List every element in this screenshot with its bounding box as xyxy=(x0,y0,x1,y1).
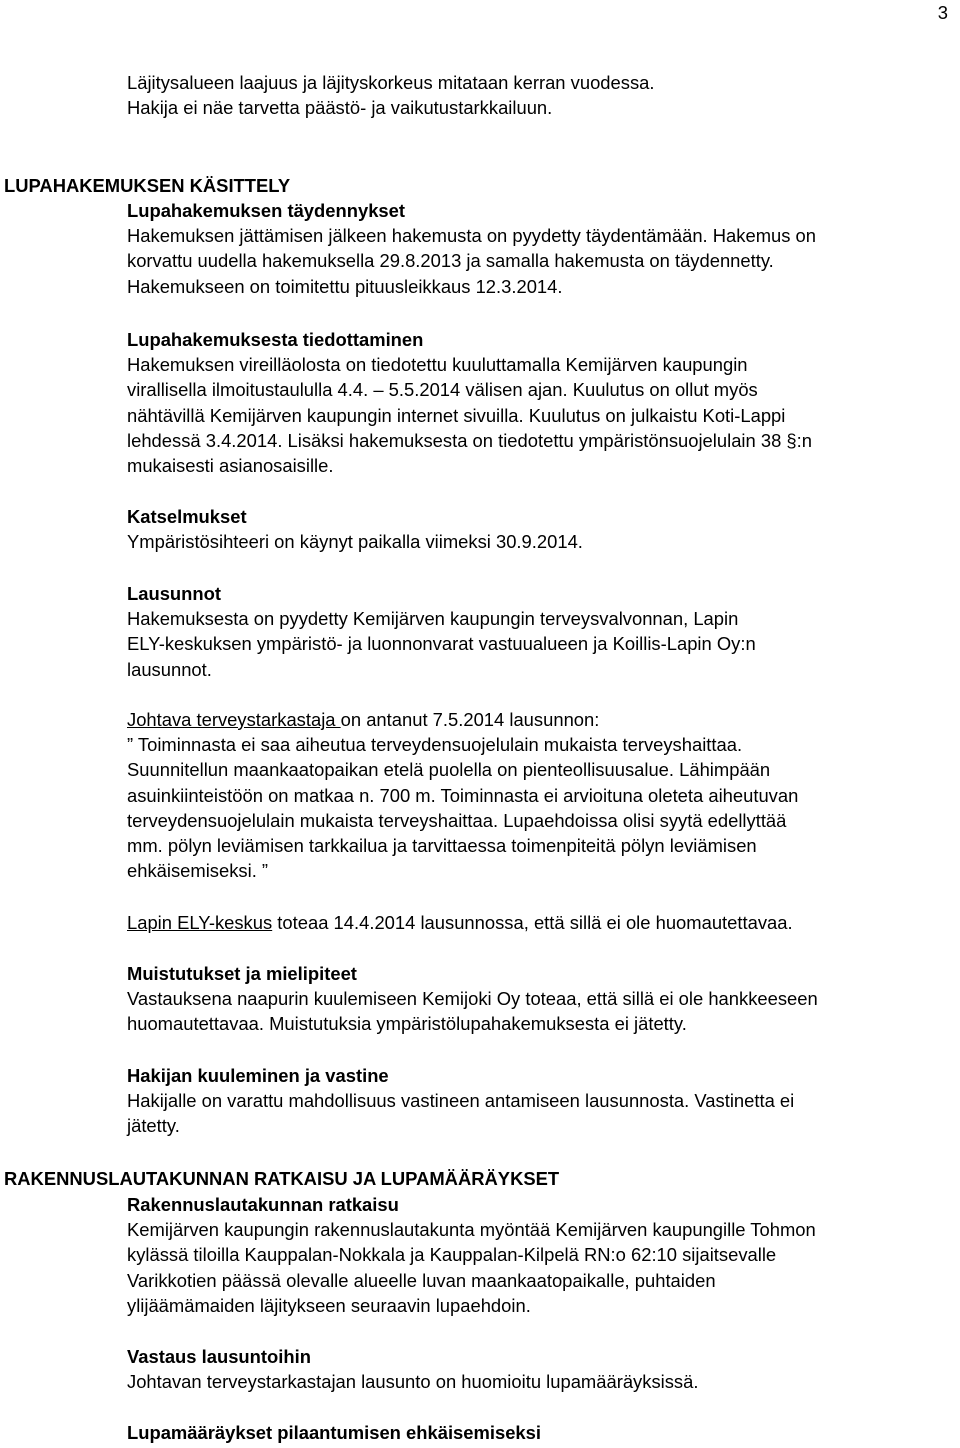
rakennuslautakunnan-section xyxy=(127,1192,927,1318)
johtava-lausunto xyxy=(127,707,927,883)
intro-paragraph xyxy=(127,70,927,120)
text-line: Hakijalle on varattu mahdollisuus vastineen antamiseen lausunnosta. Vastinetta ei xyxy=(127,1090,795,1112)
quote-line: ” Toiminnasta ei saa aiheutua terveydensuojelulain mukaista terveyshaittaa. xyxy=(127,734,743,756)
text-line: Ympäristösihteeri on käynyt paikalla viimeksi 30.9.2014. xyxy=(127,531,583,553)
ely-rest: toteaa 14.4.2014 lausunnossa, että sillä ei ole huomautettavaa. xyxy=(272,912,793,933)
text-line: Johtavan terveystarkastajan lausunto on huomioitu lupamääräyksissä. xyxy=(127,1371,699,1393)
subheading-tiedottaminen: Lupahakemuksesta tiedottaminen xyxy=(127,329,424,350)
lupamaaraykset-section xyxy=(127,1420,927,1445)
tiedottaminen-section xyxy=(127,327,927,478)
quote-line: asuinkiinteistöön on matkaa n. 700 m. Toiminnasta ei arvioituna oleteta aiheutuvan xyxy=(127,784,799,806)
quote-line: Suunnitellun maankaatopaikan etelä puolella on pienteollisuusalue. Lähimpään xyxy=(127,759,771,781)
text-line: jätetty. xyxy=(127,1115,180,1137)
text-line: nähtävillä Kemijärven kaupungin internet sivuilla. Kuulutus on julkaistu Koti-Lappi xyxy=(127,404,786,426)
subheading-kuuleminen: Hakijan kuuleminen ja vastine xyxy=(127,1065,389,1086)
johtava-author: Johtava terveystarkastaja xyxy=(127,709,341,730)
ely-lausunto xyxy=(127,910,927,935)
text-line: lausunnot. xyxy=(127,658,212,680)
vastaus-section xyxy=(127,1344,927,1394)
text-line: huomautettavaa. Muistutuksia ympäristölupahakemuksesta ei jätetty. xyxy=(127,1013,687,1035)
subheading-ratkaisu: Rakennuslautakunnan ratkaisu xyxy=(127,1194,399,1215)
subheading-muistutukset: Muistutukset ja mielipiteet xyxy=(127,963,357,984)
subheading-lausunnot: Lausunnot xyxy=(127,583,221,604)
subheading-katselmukset: Katselmukset xyxy=(127,506,247,527)
ely-author: Lapin ELY-keskus xyxy=(127,912,273,933)
section-heading-ratkaisu: RAKENNUSLAUTAKUNNAN RATKAISU JA LUPAMÄÄRÄYKSET xyxy=(4,1168,560,1189)
text-line: kylässä tiloilla Kauppalan-Nokkala ja Kauppalan-Kilpelä RN:o 62:10 sijaitsevalle xyxy=(127,1244,777,1266)
intro-line: Hakija ei näe tarvetta päästö- ja vaikutustarkkailuun. xyxy=(127,97,553,119)
text-line: Hakemukseen on toimitettu pituusleikkaus 12.3.2014. xyxy=(127,275,563,297)
kuuleminen-section xyxy=(127,1063,927,1139)
text-line: mukaisesti asianosaisille. xyxy=(127,455,334,477)
page-number: 3 xyxy=(937,2,948,23)
text-line: korvattu uudella hakemuksella 29.8.2013 ja samalla hakemusta on täydennetty. xyxy=(127,250,774,272)
text-line: lehdessä 3.4.2014. Lisäksi hakemuksesta on tiedotettu ympäristönsuojelulain 38 §:n xyxy=(127,429,812,451)
quote-line: ehkäisemiseksi. ” xyxy=(127,860,269,882)
text-line: Kemijärven kaupungin rakennuslautakunta myöntää Kemijärven kaupungille Tohmon xyxy=(127,1219,816,1241)
section-heading-kasittely: LUPAHAKEMUKSEN KÄSITTELY xyxy=(4,175,291,196)
johtava-rest: on antanut 7.5.2014 lausunnon: xyxy=(340,709,600,730)
quote-line: terveydensuojelulain mukaista terveyshaittaa. Lupaehdoissa olisi syytä edellyttää xyxy=(127,809,787,831)
text-line: virallisella ilmoitustaululla 4.4. – 5.5.2014 välisen ajan. Kuulutus on ollut myös xyxy=(127,379,758,401)
text-line: Hakemuksesta on pyydetty Kemijärven kaupungin terveysvalvonnan, Lapin xyxy=(127,608,739,630)
johtava-intro-line xyxy=(127,707,927,732)
subheading-vastaus: Vastaus lausuntoihin xyxy=(127,1346,311,1367)
text-line: Varikkotien päässä olevalle alueelle luvan maankaatopaikalle, puhtaiden xyxy=(127,1269,716,1291)
text-line: ylijäämämaiden läjitykseen seuraavin lupaehdoin. xyxy=(127,1294,531,1316)
ely-line xyxy=(127,910,927,935)
quote-line: mm. pölyn leviämisen tarkkailua ja tarvittaessa toimenpiteitä pölyn leviämisen xyxy=(127,835,757,857)
subheading-lupamaaraykset: Lupamääräykset pilaantumisen ehkäisemiseksi xyxy=(127,1422,541,1443)
intro-line: Läjitysalueen laajuus ja läjityskorkeus mitataan kerran vuodessa. xyxy=(127,72,655,93)
text-line: Hakemuksen jättämisen jälkeen hakemusta on pyydetty täydentämään. Hakemus on xyxy=(127,225,817,247)
subheading-taydennykset: Lupahakemuksen täydennykset xyxy=(127,200,406,221)
text-line: Hakemuksen vireilläolosta on tiedotettu kuuluttamalla Kemijärven kaupungin xyxy=(127,354,748,376)
text-line: Vastauksena naapurin kuulemiseen Kemijoki Oy toteaa, että sillä ei ole hankkeeseen xyxy=(127,988,818,1010)
lausunnot-section xyxy=(127,581,927,682)
muistutukset-section xyxy=(127,961,927,1037)
taydennykset-section xyxy=(127,198,927,299)
text-line: ELY-keskuksen ympäristö- ja luonnonvarat vastuualueen ja Koillis-Lapin Oy:n xyxy=(127,633,756,655)
katselmukset-section xyxy=(127,504,927,554)
